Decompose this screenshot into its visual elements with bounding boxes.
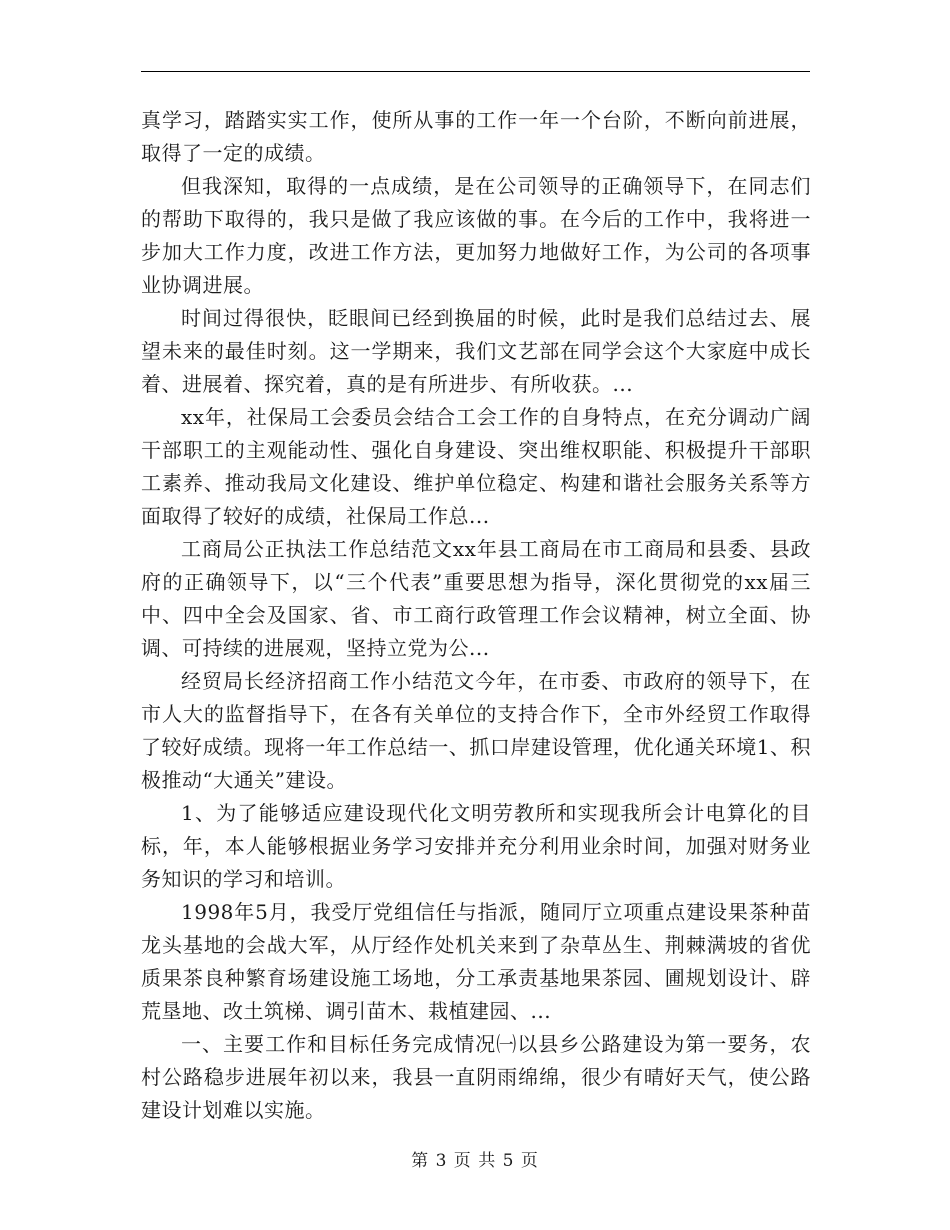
paragraph: xx年，社保局工会委员会结合工会工作的自身特点，在充分调动广阔干部职工的主观能动性、强化自身建设、突出维权职能、积极提升干部职工素养、推动我局文化建设、维护单位稳定、构建和谐社会服务关系等方面取得了较好的成绩，社保局工作总... [141, 405, 811, 528]
paragraph: 1998年5月，我受厅党组信任与指派，随同厅立项重点建设果茶种苗龙头基地的会战大军，从厅经作处机关来到了杂草丛生、荆棘满坡的省优质果茶良种繁育场建设施工场地，分工承责基地果茶园、圃规划设计、辟荒垦地、改土筑梯、调引苗木、栽植建园、... [141, 900, 811, 1023]
paragraph: 工商局公正执法工作总结范文xx年县工商局在市工商局和县委、县政府的正确领导下，以“三个代表”重要思想为指导，深化贯彻党的xx届三中、四中全会及国家、省、市工商行政管理工作会议精神，树立全面、协调、可持续的进展观，坚持立党为公... [141, 537, 811, 660]
paragraph: 真学习，踏踏实实工作，使所从事的工作一年一个台阶，不断向前进展，取得了一定的成绩。 [141, 108, 811, 165]
paragraph: 一、主要工作和目标任务完成情况㈠以县乡公路建设为第一要务，农村公路稳步进展年初以来，我县一直阴雨绵绵，很少有晴好天气，使公路建设计划难以实施。 [141, 1032, 811, 1122]
paragraph: 但我深知，取得的一点成绩，是在公司领导的正确领导下，在同志们的帮助下取得的，我只是做了我应该做的事。在今后的工作中，我将进一步加大工作力度，改进工作方法，更加努力地做好工作，为公司的各项事业协调进展。 [141, 174, 811, 297]
paragraph: 1、为了能够适应建设现代化文明劳教所和实现我所会计电算化的目标，年，本人能够根据业务学习安排并充分利用业余时间，加强对财务业务知识的学习和培训。 [141, 801, 811, 891]
header-rule [141, 71, 810, 72]
page-number-footer: 第 3 页 共 5 页 [411, 1151, 539, 1171]
document-body [141, 104, 811, 1127]
paragraph: 时间过得很快，眨眼间已经到换届的时候，此时是我们总结过去、展望未来的最佳时刻。这一学期来，我们文艺部在同学会这个大家庭中成长着、进展着、探究着，真的是有所进步、有所收获。... [141, 306, 811, 396]
paragraph: 经贸局长经济招商工作小结范文今年，在市委、市政府的领导下，在市人大的监督指导下，在各有关单位的支持合作下，全市外经贸工作取得了较好成绩。现将一年工作总结一、抓口岸建设管理，优化通关环境1、积极推动“大通关”建设。 [141, 669, 811, 792]
